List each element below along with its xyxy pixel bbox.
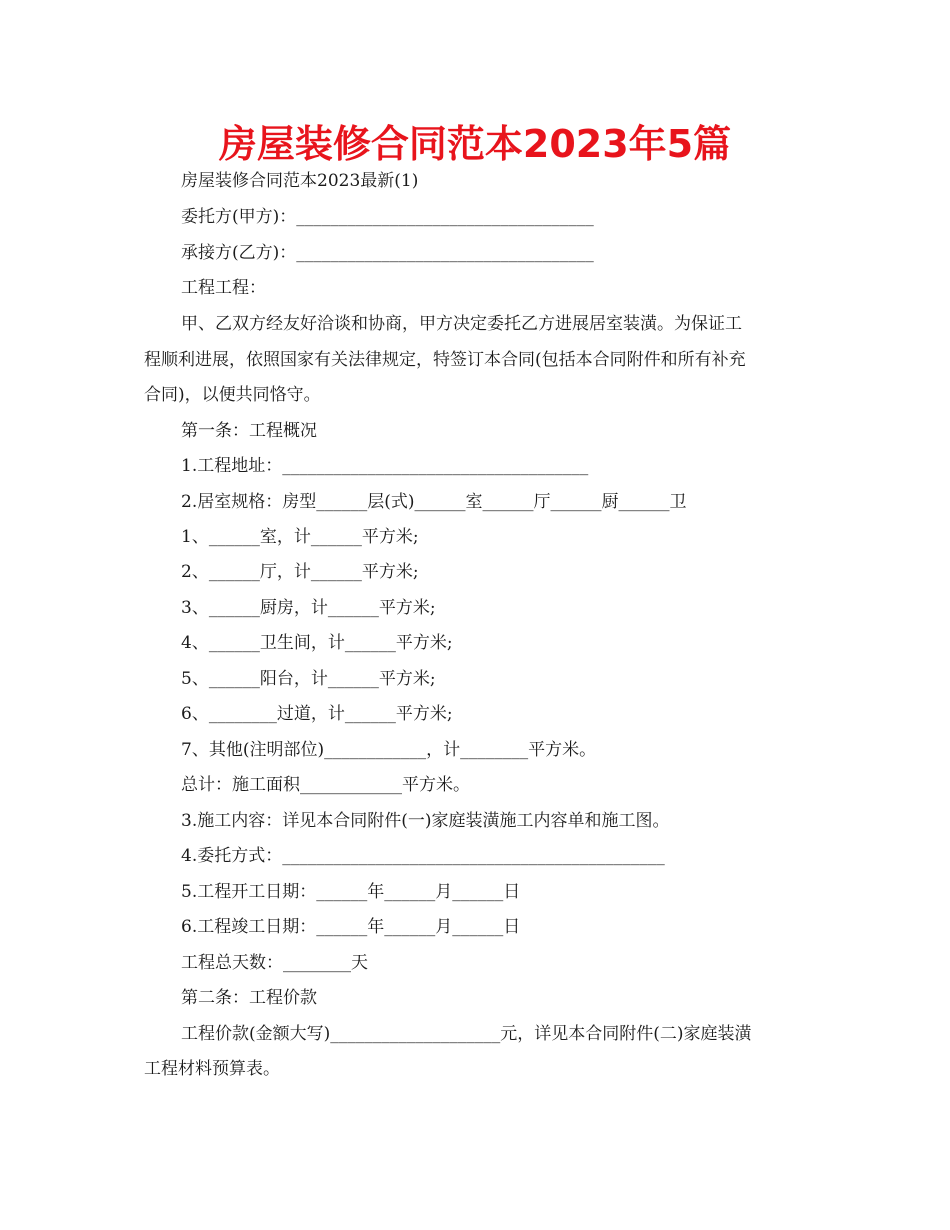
- room-item-2: 2、______厅，计______平方米;: [181, 562, 419, 582]
- subtitle-line: 房屋装修合同范本2023最新(1): [181, 171, 419, 191]
- intro-paragraph-line-1: 甲、乙双方经友好洽谈和协商，甲方决定委托乙方进展居室装潢。为保证工: [181, 314, 742, 334]
- room-item-4: 4、______卫生间，计______平方米;: [181, 633, 453, 653]
- commission-method-line: 4.委托方式：_____________________________________________: [181, 846, 665, 866]
- article-2-heading: 第二条：工程价款: [181, 988, 317, 1008]
- room-item-7: 7、其他(注明部位)____________，计________平方米。: [181, 740, 597, 760]
- intro-paragraph-line-3: 合同)，以便共同恪守。: [144, 385, 321, 405]
- room-item-1: 1、______室，计______平方米;: [181, 527, 419, 547]
- document-title: 房屋装修合同范本2023年5篇: [218, 122, 732, 166]
- party-b-line: 承接方(乙方)：___________________________________: [181, 243, 594, 263]
- work-content-line: 3.施工内容：详见本合同附件(一)家庭装潢施工内容单和施工图。: [181, 811, 670, 831]
- total-days-line: 工程总天数：________天: [181, 953, 368, 973]
- party-a-line: 委托方(甲方)：___________________________________: [181, 207, 594, 227]
- room-item-6: 6、________过道，计______平方米;: [181, 704, 453, 724]
- project-address-line: 1.工程地址：____________________________________: [181, 456, 589, 476]
- room-item-5: 5、______阳台，计______平方米;: [181, 669, 436, 689]
- total-area-line: 总计：施工面积____________平方米。: [181, 775, 470, 795]
- price-line-1: 工程价款(金额大写)____________________元，详见本合同附件(二)家庭装潢: [181, 1024, 752, 1044]
- price-line-2: 工程材料预算表。: [144, 1059, 280, 1079]
- end-date-line: 6.工程竣工日期：______年______月______日: [181, 917, 521, 937]
- room-spec-line: 2.居室规格：房型______层(式)______室______厅______厨______卫: [181, 492, 687, 512]
- intro-paragraph-line-2: 程顺利进展，依照国家有关法律规定，特签订本合同(包括本合同附件和所有补充: [144, 350, 746, 370]
- start-date-line: 5.工程开工日期：______年______月______日: [181, 882, 521, 902]
- article-1-heading: 第一条：工程概况: [181, 421, 317, 441]
- room-item-3: 3、______厨房，计______平方米;: [181, 598, 436, 618]
- project-heading: 工程工程：: [181, 278, 266, 298]
